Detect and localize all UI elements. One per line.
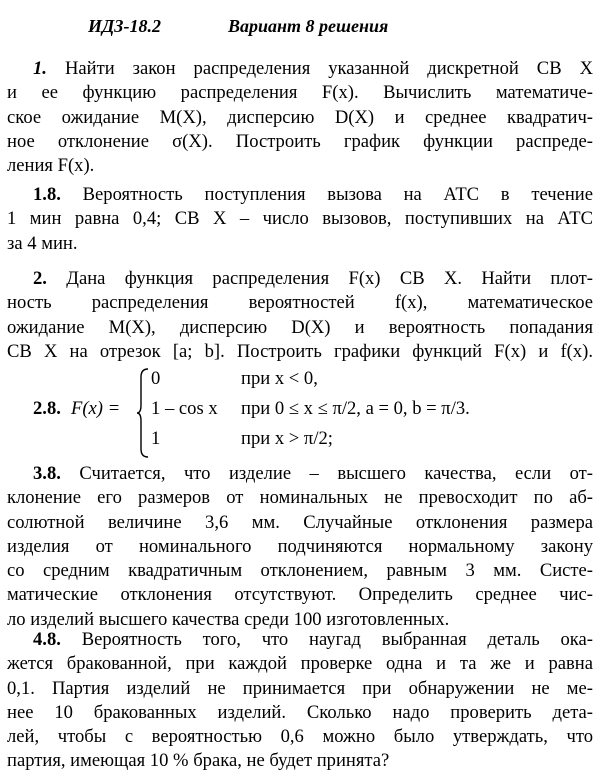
task-2-number: 2. bbox=[33, 268, 47, 289]
task-3-8-statement bbox=[7, 462, 593, 632]
task-1-statement bbox=[7, 57, 593, 178]
task-1-8-statement bbox=[7, 183, 593, 256]
task-1-line: и ее функцию распределения F(x). Вычислить математиче- bbox=[7, 82, 593, 104]
task-1-8-line: за 4 мин. bbox=[7, 232, 78, 254]
task-2-statement bbox=[7, 267, 593, 364]
task-4-8-line: нее 10 бракованных изделий. Сколько надо проверить дета- bbox=[7, 701, 593, 723]
task-4-8-number: 4.8. bbox=[33, 629, 61, 650]
task-1-line: ское ожидание M(X), дисперсию D(X) и среднее квадратич- bbox=[7, 106, 593, 128]
task-1-8-number: 1.8. bbox=[33, 184, 61, 205]
left-brace-icon bbox=[136, 367, 150, 459]
task-2-8-formula bbox=[33, 367, 593, 457]
task-4-8-line: лей, чтобы с вероятностью 0,6 можно было утверждать, что bbox=[7, 726, 593, 748]
task-4-8-line: 0,1. Партия изделий не принимается при обнаружении не ме- bbox=[7, 677, 593, 699]
task-3-8-line: изделия от номинального подчиняются нормальному закону bbox=[7, 535, 593, 557]
task-2-8-number: 2.8. bbox=[33, 398, 61, 419]
task-2-line: ожидание M(X), дисперсию D(X) и вероятность попадания bbox=[7, 316, 593, 338]
task-2-line: ность распределения вероятностей f(x), математическое bbox=[7, 292, 593, 314]
task-1-line: Найти закон распределения указанной дискретной СВ X bbox=[64, 58, 594, 79]
case-condition: при x > π/2; bbox=[241, 428, 333, 449]
task-1-line: ления F(x). bbox=[7, 155, 95, 177]
task-1-line: ное отклонение σ(X). Построить график функции распреде- bbox=[7, 130, 593, 152]
task-4-8-line: партия, имеющая 10 % брака, не будет принята? bbox=[7, 750, 390, 772]
formula-case bbox=[151, 367, 318, 391]
formula-lhs: F(x) = bbox=[71, 398, 121, 419]
task-2-line: СВ X на отрезок [a; b]. Построить графики функций F(x) и f(x). bbox=[7, 340, 593, 362]
task-3-8-line: Считается, что изделие – высшего качества, если от- bbox=[79, 463, 593, 484]
variant-title: Вариант 8 решения bbox=[228, 16, 389, 36]
task-1-8-line: 1 мин равна 0,4; СВ X – число вызовов, поступивших на АТС bbox=[7, 208, 593, 230]
case-value: 1 – cos x bbox=[151, 398, 218, 419]
task-2-line: Дана функция распределения F(x) СВ X. Найти плот- bbox=[66, 268, 593, 289]
case-value: 1 bbox=[151, 428, 161, 449]
task-3-8-line: ло изделий высшего качества среди 100 изготовленных. bbox=[7, 608, 450, 630]
task-3-8-line: клонение его размеров от номинальных не превосходит по аб- bbox=[7, 487, 593, 509]
task-3-8-line: матические отклонения отсутствуют. Определить среднее чис- bbox=[7, 584, 593, 606]
task-3-8-line: со средним квадратичным отклонением, равным 3 мм. Систе- bbox=[7, 560, 593, 582]
task-4-8-statement bbox=[7, 628, 593, 774]
case-value: 0 bbox=[151, 368, 161, 389]
task-1-number: 1. bbox=[33, 58, 47, 79]
task-3-8-number: 3.8. bbox=[33, 463, 61, 484]
task-3-8-line: солютной величине 3,6 мм. Случайные отклонения размера bbox=[7, 511, 593, 533]
case-condition: при x < 0, bbox=[241, 368, 318, 389]
task-4-8-line: жется бракованной, при каждой проверке одна и та же и равна bbox=[7, 653, 593, 675]
task-4-8-line: Вероятность того, что наугад выбранная деталь ока- bbox=[81, 629, 593, 650]
assignment-id: ИДЗ-18.2 bbox=[88, 16, 161, 36]
formula-case bbox=[151, 427, 333, 451]
formula-case bbox=[151, 397, 470, 421]
task-1-8-line: Вероятность поступления вызова на АТС в течение bbox=[82, 184, 593, 205]
case-condition: при 0 ≤ x ≤ π/2, a = 0, b = π/3. bbox=[241, 398, 470, 419]
